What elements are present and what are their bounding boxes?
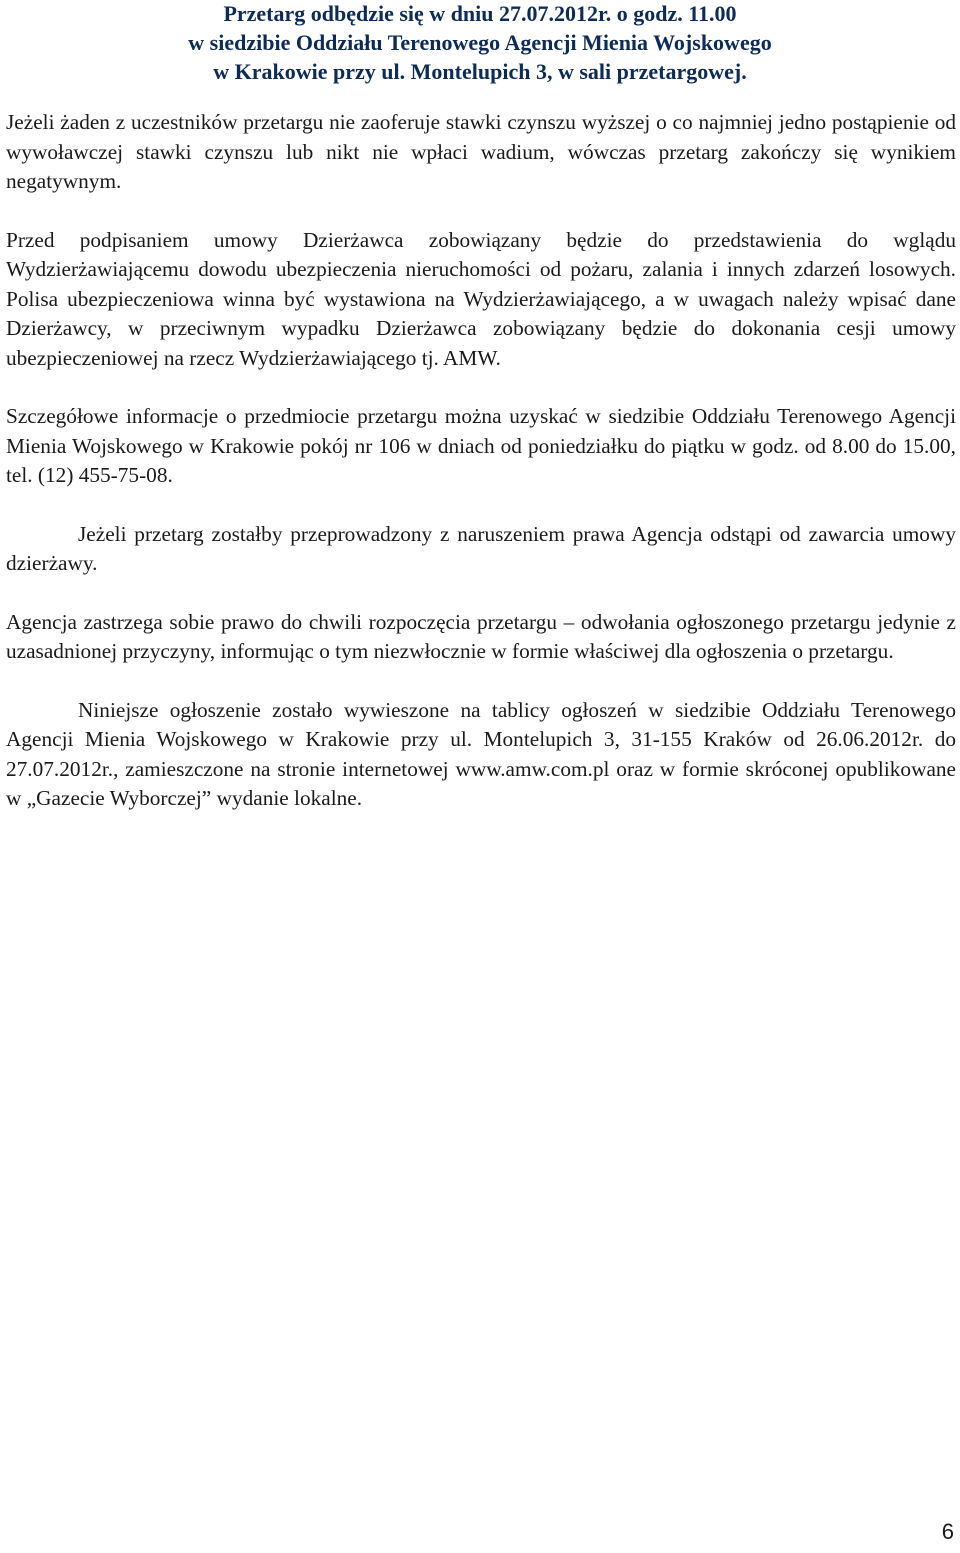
page-number: 6 xyxy=(941,1519,954,1544)
paragraph-details-contact: Szczegółowe informacje o przedmiocie przetargu można uzyskać w siedzibie Oddziału Terenowego Agencji Mienia Wojskowego w Krakowie pokój nr 106 w dniach od poniedziałku do piątku w godz. od 8.00 do 15.00, tel. (12) 455-75-08. xyxy=(6,404,956,487)
paragraph-cancellation-right: Agencja zastrzega sobie prawo do chwili rozpoczęcia przetargu – odwołania ogłoszonego przetargu jedynie z uzasadnionej przyczyny, informując o tym niezwłocznie w formie właściwej dla ogłoszenia o przetargu. xyxy=(6,609,956,663)
paragraph-law-violation: Jeżeli przetarg zostałby przeprowadzony z naruszeniem prawa Agencja odstąpi od zawarcia umowy dzierżawy. xyxy=(6,521,956,575)
header-line-address: w Krakowie przy ul. Montelupich 3, w sali przetargowej. xyxy=(213,59,747,84)
announcement-header xyxy=(0,0,960,86)
document-body xyxy=(6,108,956,814)
paragraph-publication: Niniejsze ogłoszenie zostało wywieszone na tablicy ogłoszeń w siedzibie Oddziału Terenowego Agencji Mienia Wojskowego w Krakowie przy ul. Montelupich 3, 31-155 Kraków od 26.06.2012r. do 27.07.2012r., zamieszczone na stronie internetowej www.amw.com.pl oraz w formie skróconej opublikowane w „Gazecie Wyborczej” wydanie lokalne. xyxy=(6,697,956,810)
paragraph-insurance: Przed podpisaniem umowy Dzierżawca zobowiązany będzie do przedstawienia do wglądu Wydzierżawiającemu dowodu ubezpieczenia nieruchomości od pożaru, zalania i innych zdarzeń losowych. Polisa ubezpieczeniowa winna być wystawiona na Wydzierżawiającego, a w uwagach należy wpisać dane Dzierżawcy, w przeciwnym wypadku Dzierżawca zobowiązany będzie do dokonania cesji umowy ubezpieczeniowej na rzecz Wydzierżawiającego tj. AMW. xyxy=(6,227,956,370)
header-line-location: w siedzibie Oddziału Terenowego Agencji Mienia Wojskowego xyxy=(188,30,772,55)
header-line-date: Przetarg odbędzie się w dniu 27.07.2012r. o godz. 11.00 xyxy=(223,1,737,26)
paragraph-negative-result: Jeżeli żaden z uczestników przetargu nie zaoferuje stawki czynszu wyższej o co najmniej jedno postąpienie od wywoławczej stawki czynszu lub nikt nie wpłaci wadium, wówczas przetarg zakończy się wynikiem negatywnym. xyxy=(6,110,956,193)
